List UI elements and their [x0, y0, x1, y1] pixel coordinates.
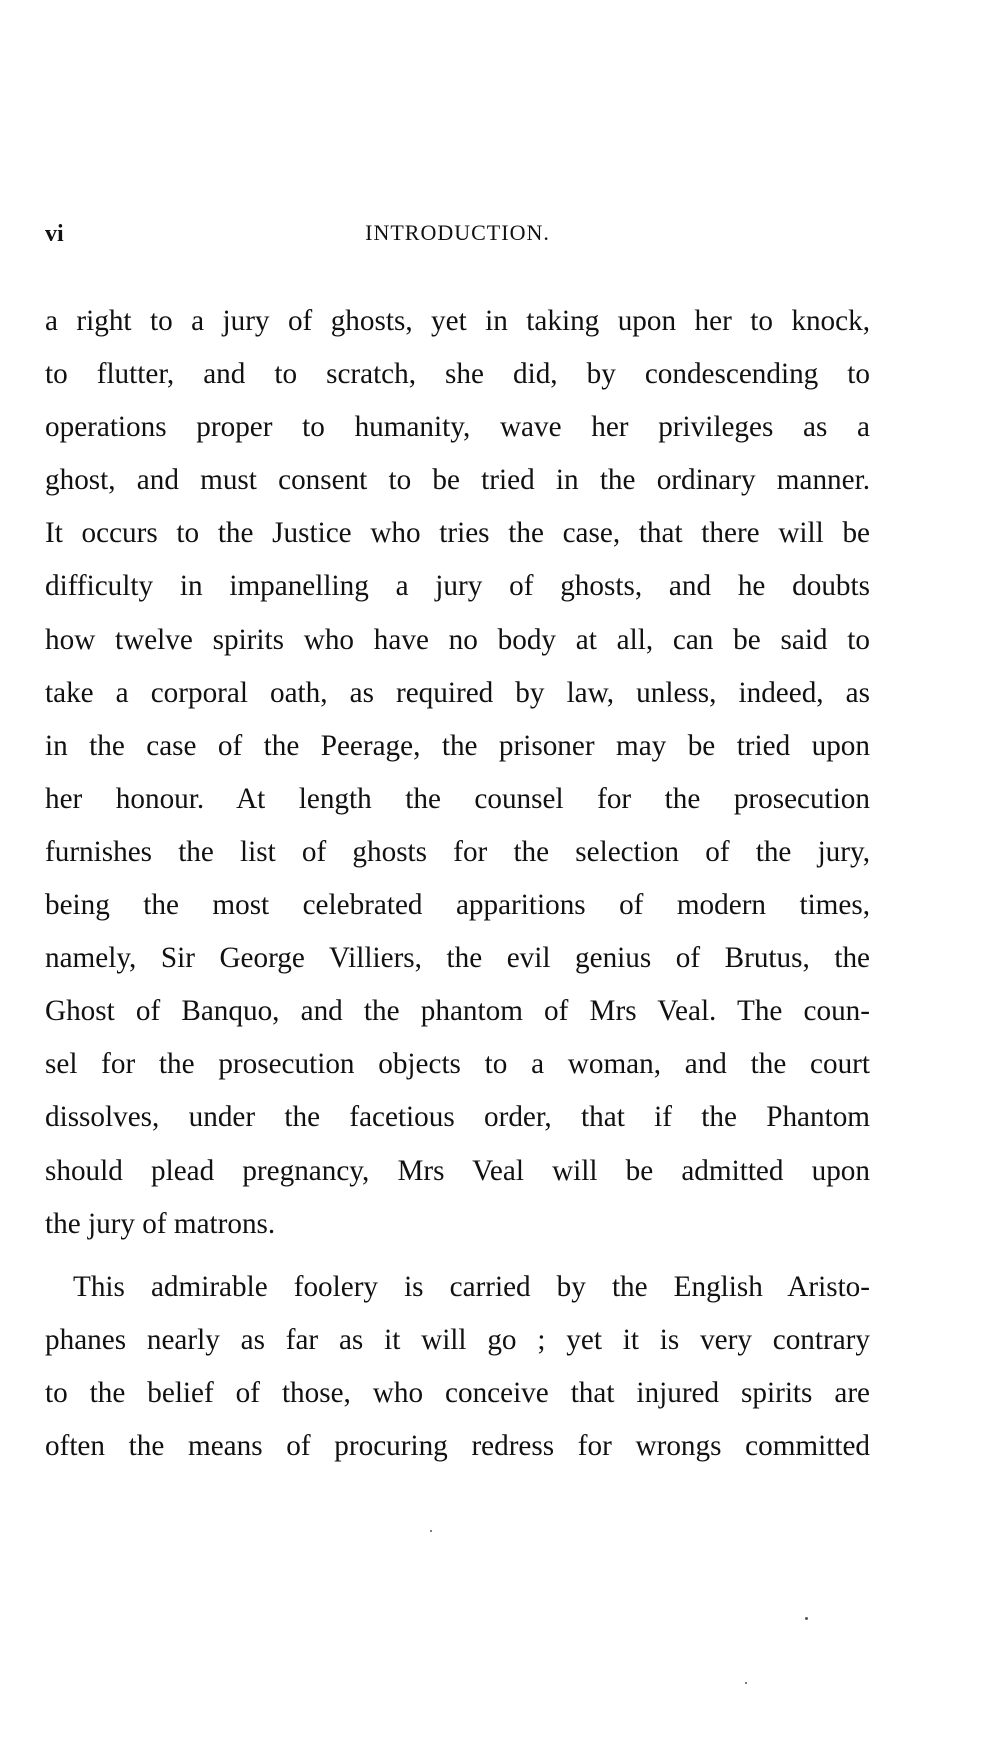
text-line: how twelve spirits who have no body at all, can be said to [45, 623, 870, 656]
text-line: It occurs to the Justice who tries the case, that there will be [45, 517, 870, 550]
text-line: to the belief of those, who conceive that injured spirits are [45, 1376, 870, 1409]
paragraph-2 [45, 1261, 870, 1473]
text-line: This admirable foolery is carried by the English Aristo- [73, 1270, 870, 1303]
text-line: namely, Sir George Villiers, the evil genius of Brutus, the [45, 942, 870, 975]
body-text [45, 295, 870, 1473]
text-line: furnishes the list of ghosts for the selection of the jury, [45, 835, 870, 868]
ink-speck [745, 1682, 747, 1684]
text-line: her honour. At length the counsel for the prosecution [45, 782, 870, 815]
text-line: to flutter, and to scratch, she did, by condescending to [45, 358, 870, 391]
text-line: take a corporal oath, as required by law, unless, indeed, as [45, 676, 870, 709]
running-head: INTRODUCTION. [365, 220, 550, 245]
paragraph-1 [45, 295, 870, 1251]
text-line: often the means of procuring redress for wrongs committed [45, 1429, 870, 1462]
page-header [45, 222, 870, 262]
text-line: operations proper to humanity, wave her privileges as a [45, 411, 870, 444]
text-line: a right to a jury of ghosts, yet in taking upon her to knock, [45, 305, 870, 337]
ink-speck [805, 1617, 808, 1620]
text-line: being the most celebrated apparitions of modern times, [45, 889, 870, 922]
text-line: phanes nearly as far as it will go ; yet it is very contrary [45, 1323, 870, 1356]
text-line: difficulty in impanelling a jury of ghosts, and he doubts [45, 570, 870, 603]
page-number: vi [45, 221, 64, 247]
ink-speck [430, 1530, 432, 1532]
text-line: Ghost of Banquo, and the phantom of Mrs Veal. The coun- [45, 995, 870, 1028]
text-line: sel for the prosecution objects to a woman, and the court [45, 1048, 870, 1081]
text-line: dissolves, under the facetious order, that if the Phantom [45, 1101, 870, 1134]
text-line: should plead pregnancy, Mrs Veal will be admitted upon [45, 1154, 870, 1187]
text-line: ghost, and must consent to be tried in the ordinary manner. [45, 464, 870, 497]
text-line: in the case of the Peerage, the prisoner may be tried upon [45, 729, 870, 762]
text-line: the jury of matrons. [45, 1207, 276, 1240]
